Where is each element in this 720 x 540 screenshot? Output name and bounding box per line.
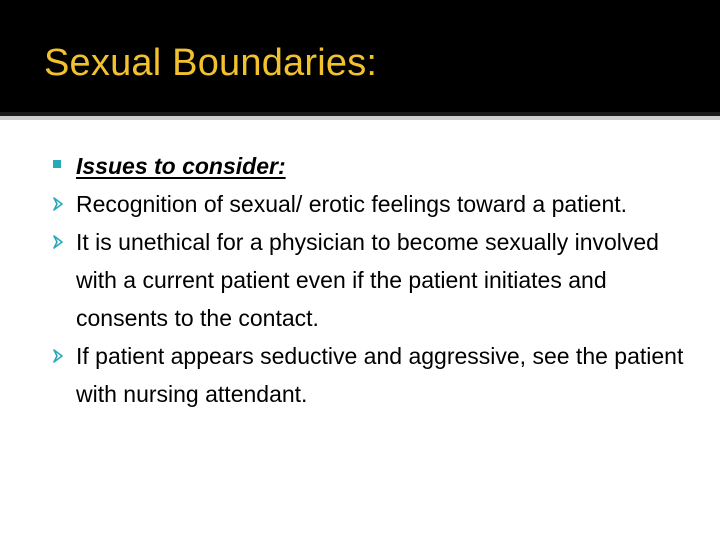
arrow-bullet-icon [50,223,70,261]
bullet-item [50,337,690,413]
arrow-bullet-icon [50,185,70,223]
bullet-item [50,223,690,337]
bullet-item [50,185,690,223]
square-bullet-icon [50,147,70,185]
bullet-text: It is unethical for a physician to become sexually involved with a current patient even if the patient initiates and consents to the contact. [76,229,659,331]
slide-title: Sexual Boundaries: [44,42,378,84]
title-divider-shadow [0,116,720,120]
bullet-text: Recognition of sexual/ erotic feelings toward a patient. [76,191,628,217]
slide-body [50,147,690,413]
bullet-item-heading [50,147,690,185]
bullet-text: If patient appears seductive and aggressive, see the patient with nursing attendant. [76,343,684,407]
arrow-bullet-icon [50,337,70,375]
title-bar [0,0,720,112]
bullet-heading-text: Issues to consider: [76,153,286,179]
